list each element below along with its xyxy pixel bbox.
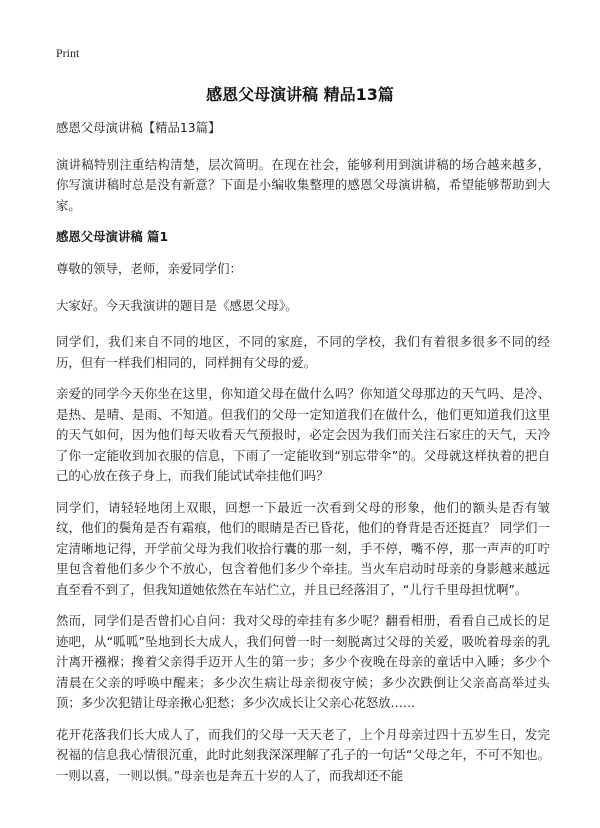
paragraph-greeting: 大家好。今天我演讲的题目是《感恩父母》。	[56, 297, 298, 313]
paragraph-salutation: 尊敬的领导，老师，亲爱同学们：	[56, 261, 242, 276]
document-subtitle: 感恩父母演讲稿【精品13篇】	[56, 120, 221, 135]
document-body	[56, 118, 550, 797]
paragraph: 花开花落我们长大成人了，而我们的父母一天天老了，上个月母亲过四十五岁生日，发完祝福的信息我心情很沉重，此时此刻我深深理解了孔子的一句话“父母之年，不可不知也。一则以喜，一则以惧。”母亲也是奔五十岁的人了，而我却还不能	[56, 726, 550, 783]
intro-paragraph: 演讲稿特别注重结构清楚，层次简明。在现在社会，能够利用到演讲稿的场合越来越多，你写演讲稿时总是没有新意？下面是小编收集整理的感恩父母演讲稿，希望能够帮助到大家。	[56, 156, 550, 213]
document-title: 感恩父母演讲稿 精品13篇	[206, 85, 394, 104]
print-label: Print	[56, 46, 80, 60]
paragraph: 然而，同学们是否曾扪心自问：我对父母的牵挂有多少呢？翻看相册，看看自己成长的足迹吧，从“呱呱”坠地到长大成人，我们何曾一时一刻脱离过父母的关爱，吸吮着母亲的乳汁离开襁褓；搀着父亲得手迈开人生的第一步；多少个夜晚在母亲的童话中入睡；多少个清晨在父亲的呼唤中醒来；多少次生病让母亲彻夜守候；多少次跌倒让父亲高高举过头顶；多少次犯错让母亲揪心犯愁；多少次成长让父亲心花怒放……	[56, 613, 550, 710]
paragraph: 亲爱的同学今天你坐在这里，你知道父母在做什么吗？你知道父母那边的天气吗、是冷、是热、是晴、是雨、不知道。但我们的父母一定知道我们在做什么，他们更知道我们这里的天气如何，因为他们每天收看天气预报时，必定会因为我们而关注石家庄的天气，天冷了你一定能收到加衣服的信息，下雨了一定能收到“别忘带伞”的。父母就这样执着的把自己的心放在孩子身上，而我们能试试牵挂他们吗？	[56, 386, 550, 483]
paragraph: 同学们，我们来自不同的地区，不同的家庭，不同的学校，我们有着很多很多不同的经历，但有一样我们相同的，同样拥有父母的爱。	[56, 334, 550, 370]
paragraph: 同学们，请轻轻地闭上双眼，回想一下最近一次看到父母的形象，他们的额头是否有皱纹，他们的鬓角是否有霜痕，他们的眼睛是否已昏花，他们的脊背是否还挺直？ 同学们一定清晰地记得，开学前父母为我们收拾行囊的那一刻，手不停，嘴不停，那一声声的叮咛里包含着他们多少个不放心，包含着他们多少个牵挂。当火车启动时母亲的身影越来越远直至看不到了，但我知道她依然在车站伫立，并且已经落泪了，“儿行千里母担忧啊”。	[56, 499, 550, 597]
section-heading: 感恩父母演讲稿 篇1	[56, 229, 169, 244]
